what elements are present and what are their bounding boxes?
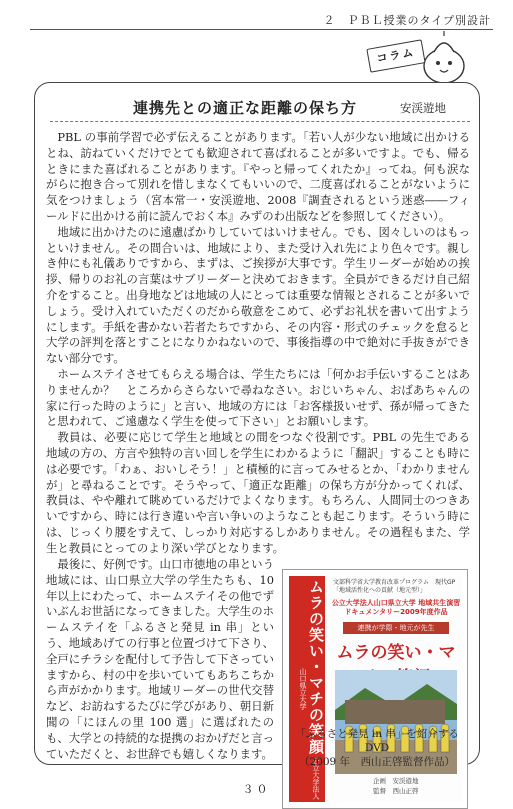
dvd-program-text: 文部科学省大学教育改革プログラム 現代GP「地域活性化への貢献（地元型）」: [333, 579, 456, 594]
dvd-subtitle: 公立大学法人山口県立大学 地域共生演習ドキュメンタリー2009年度作品: [331, 599, 461, 616]
dvd-title: ムラの笑い・マ: [336, 643, 456, 663]
paragraph-2: 地域に出かけたのに遠慮ばかりしていてはいけません。でも、図々しいのはもっといけません。その間合いは、地域により、また受け入れ先により色々です。親しき仲にも礼儀ありですから、まずは、ご挨拶が大事です。学生リーダーが始めの挨拶、帰りのお礼の言葉はサブリーダーと決めておきます。全員ができるだけ自己紹介をすること。出身地などは地域の人にとっては重要な情報とされることが多いでしょう。受け入れていただくのだから敬意をこめて、必ずお礼状を書いて出すようにします。手紙を書かない若者たちですから、その内容・形式のチェックを怠ると大学の評判を落とすことになりかねないので、事後指導の中で絶対に手抜きができない部分です。: [46, 224, 470, 366]
dvd-caption-line1: 「ふるさと発見 in 串」を紹介する DVD: [295, 728, 459, 754]
page-number: ３０: [242, 783, 271, 796]
paragraph-3: ホームステイさせてもらえる場合は、学生たちには「何かお手伝いすることはありませんか？ ところからさらないで尋ねなさい。おじいちゃん、おばあちゃんの家に行った時のように」と言い、地域の方には「お客様扱いせず、孫が帰ってきたと思われて、ご遠慮なく学生を使って下さい」とお願いします。: [46, 366, 470, 429]
paragraph-1: PBL の事前学習で必ず伝えることがあります。「若い人が少ない地域に出かけるとね、訪ねていくだけでとても歓迎されて喜ばれることが多いですよ。でも、帰るときにまた喜ばれることがあります。『やっと帰ってくれたか』ってね。何も涙ながらに抱き合って別れを惜しまなくてもいいので、二度喜ばれることがないように気をつけましょう（宮本常一・安渓遊地、2008『調査されるという迷惑――フィールドに出かける前に読んでおく本』みずのわ出版などを参照してください）。: [46, 130, 470, 223]
dvd-cover-image: [282, 569, 468, 809]
article-body-top: [46, 130, 470, 557]
dvd-credit-planning: 企画 安渓遊地: [373, 777, 419, 785]
article-author: 安渓遊地: [400, 101, 446, 115]
mascot-icon: [418, 30, 470, 86]
title-divider: [50, 121, 470, 122]
dvd-caption-line2: （2009 年 西山正啓監督作品）: [298, 756, 456, 768]
dvd-credit-director: 監督 西山正啓: [373, 787, 419, 795]
paragraph-5: 最後に、好例です。山口市徳地の串という地域には、山口県立大学の学生たちも、10 年以上にわたって、ホームステイその他でずいぶんお世話になってきました。大学生のホームステイを「ふるさと発見 in 串」という、地域あげての行事と位置づけて下さり、全戸にチラシを配付して予告して下さっていますから、村の中を歩いていてもあちこちから声がかかります。地域リーダーの世代交替など、お訪ねするたびに学びがあり、朝日新聞の「にほんの里 100 選」に選ばれたのも、大学との持続的な提携のおかげだと言っていただくと、お世辞でも嬉しくなります。: [46, 557, 274, 761]
paragraph-4: 教員は、必要に応じて学生と地域との間をつなぐ役割です。PBL の先生である地域の方の、方言や独特の言い回しを学生にわかるように「翻訳」することも時には必要です。「わぁ、おいしそう！」と積極的に言ってみせるとか、「わかりませんが」と尋ねることです。そうやって、「適正な距離」の保ち方が分かってくれば、教員は、やや離れて眺めているだけでよくなります。もちろん、人間同士のつきあいですから、時には行き違いや言い争いのようなことも起こります。そういう時には、じっくり腰をすえて、しっかり対応するしかありません。その過程もまた、学生と教員にとってのより深い学びとなります。: [46, 430, 470, 555]
running-header: ２ ＰＢＬ授業のタイプ別設計: [323, 14, 491, 27]
column-tag: コラム: [366, 39, 425, 72]
dvd-ribbon: 連携が学際・地元が先生: [343, 622, 449, 634]
article-title: 連携先との適正な距離の保ち方: [133, 99, 358, 117]
dvd-spine-title: ムラの笑い・マチの笑顔: [307, 578, 325, 755]
article-body-bottom: [46, 557, 274, 762]
dvd-caption: [282, 727, 472, 769]
dvd-spine-sub: 公立大学法人 山口県立大学: [299, 668, 320, 807]
